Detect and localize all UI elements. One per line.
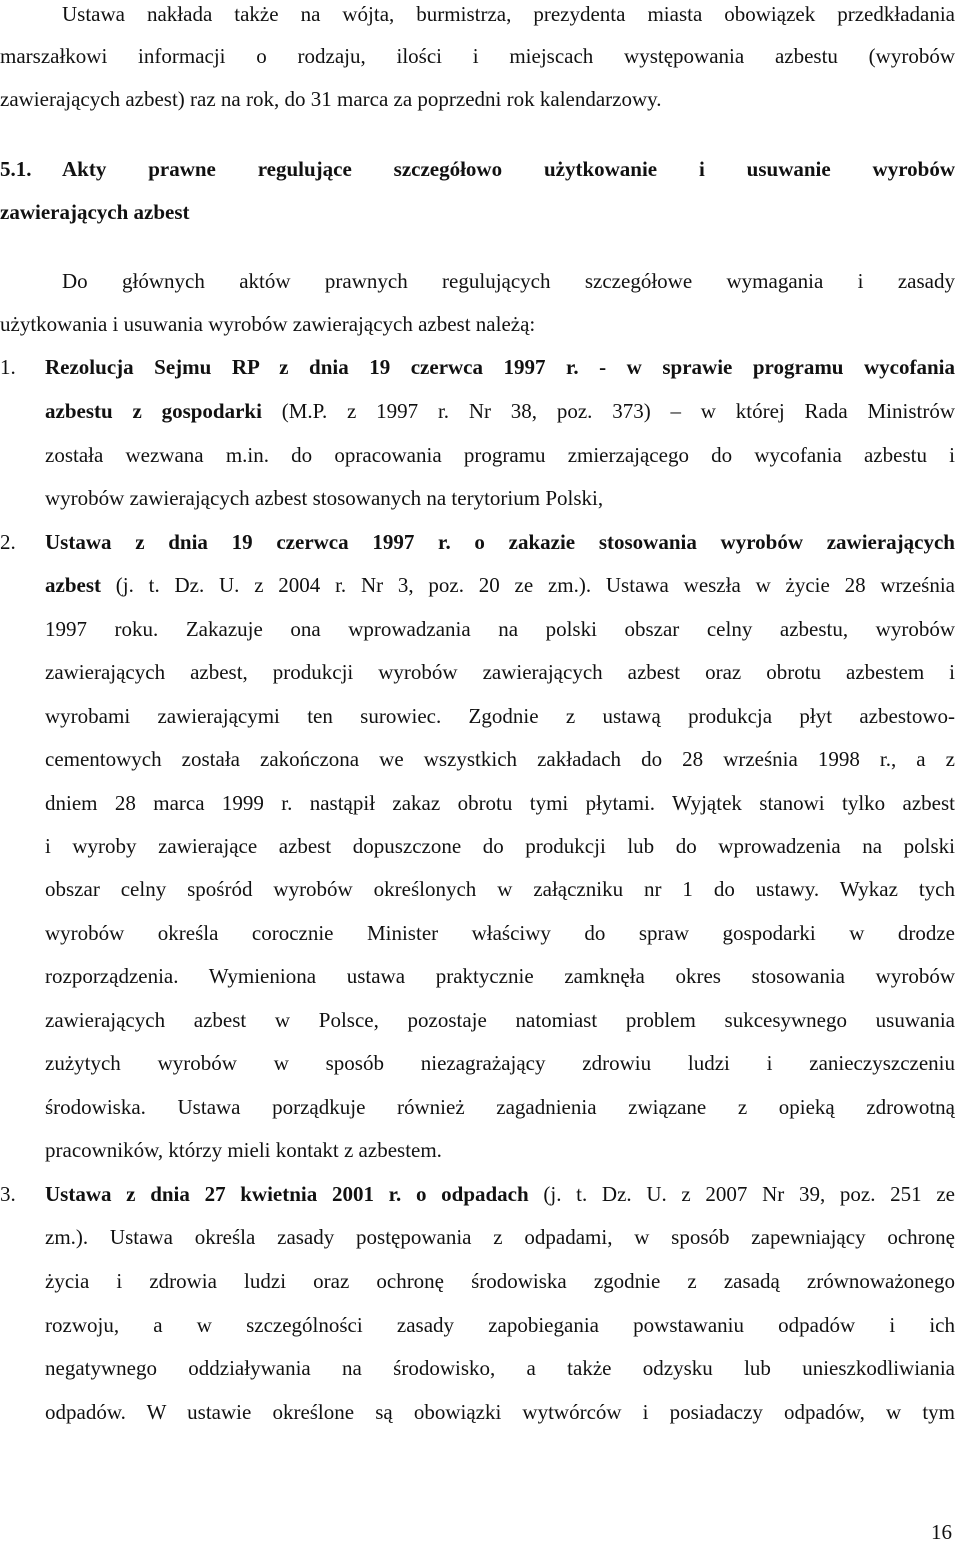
list-item-marker: 2. — [0, 530, 16, 554]
list-item-heading: Ustawa z dnia 19 czerwca 1997 r. o zakazie stosowania wyrobów zawierających — [45, 532, 955, 554]
intro-line: marszałkowi informacji o rodzaju, ilości i miejscach występowania azbestu (wyrobów — [0, 46, 955, 68]
list-item-line: i wyroby zawierające azbest dopuszczone do produkcji lub do wprowadzenia na polski — [45, 836, 955, 858]
list-item-line: zawierających azbest w Polsce, pozostaje natomiast problem sukcesywnego usuwania — [45, 1010, 955, 1032]
list-item-line: pracowników, którzy mieli kontakt z azbestem. — [45, 1138, 442, 1162]
section-title: Akty prawne regulujące szczegółowo użytkowanie i usuwanie wyrobów — [62, 159, 955, 181]
list-item-marker: 3. — [0, 1182, 16, 1206]
list-item-line: zm.). Ustawa określa zasady postępowania z odpadami, w sposób zapewniający ochronę — [45, 1227, 955, 1249]
intro-line: zawierających azbest) raz na rok, do 31 marca za poprzedni rok kalendarzowy. — [0, 87, 662, 111]
list-item-line: dniem 28 marca 1999 r. nastąpił zakaz obrotu tymi płytami. Wyjątek stanowi tylko azbest — [45, 793, 955, 815]
list-item-line: cementowych została zakończona we wszystkich zakładach do 28 września 1998 r., a z — [45, 749, 955, 771]
list-item-line: wyrobów zawierających azbest stosowanych na terytorium Polski, — [45, 486, 604, 510]
list-item-line: azbest (j. t. Dz. U. z 2004 r. Nr 3, poz. 20 ze zm.). Ustawa weszła w życie 28 września — [45, 575, 955, 597]
list-item-line: azbestu z gospodarki (M.P. z 1997 r. Nr 38, poz. 373) – w której Rada Ministrów — [45, 401, 955, 423]
list-item-line: obszar celny spośród wyrobów określonych w załączniku nr 1 do ustawy. Wykaz tych — [45, 879, 955, 901]
list-item-line: wyrobami zawierającymi ten surowiec. Zgodnie z ustawą produkcja płyt azbestowo- — [45, 706, 955, 728]
list-item-line: rozwoju, a w szczególności zasady zapobiegania powstawaniu odpadów i ich — [45, 1315, 955, 1337]
list-item-line: wyrobów określa corocznie Minister właściwy do spraw gospodarki w drodze — [45, 923, 955, 945]
page-number: 16 — [931, 1520, 952, 1544]
list-item-line: została wezwana m.in. do opracowania programu zmierzającego do wycofania azbestu i — [45, 445, 955, 467]
list-item-line: odpadów. W ustawie określone są obowiązki wytwórców i posiadaczy odpadów, w tym — [45, 1402, 955, 1424]
intro-line: Ustawa nakłada także na wójta, burmistrza, prezydenta miasta obowiązek przedkładania — [62, 4, 955, 26]
list-item-line: zużytych wyrobów w sposób niezagrażający zdrowiu ludzi i zanieczyszczeniu — [45, 1053, 955, 1075]
lead-line: użytkowania i usuwania wyrobów zawierających azbest należą: — [0, 312, 536, 336]
list-item-line: zawierających azbest, produkcji wyrobów zawierających azbest oraz obrotu azbestem i — [45, 662, 955, 684]
list-item-line: życia i zdrowia ludzi oraz ochronę środowiska zgodnie z zasadą zrównoważonego — [45, 1271, 955, 1293]
list-item-marker: 1. — [0, 355, 16, 379]
section-number: 5.1. — [0, 157, 32, 181]
list-item-line: 1997 roku. Zakazuje ona wprowadzania na polski obszar celny azbestu, wyrobów — [45, 619, 955, 641]
list-item-line: środowiska. Ustawa porządkuje również zagadnienia związane z opieką zdrowotną — [45, 1097, 955, 1119]
list-item-heading: Rezolucja Sejmu RP z dnia 19 czerwca 1997 r. - w sprawie programu wycofania — [45, 357, 955, 379]
list-item-line: rozporządzenia. Wymieniona ustawa praktycznie zamknęła okres stosowania wyrobów — [45, 966, 955, 988]
lead-line: Do głównych aktów prawnych regulujących szczegółowe wymagania i zasady — [62, 271, 955, 293]
list-item-heading: Ustawa z dnia 27 kwietnia 2001 r. o odpadach (j. t. Dz. U. z 2007 Nr 39, poz. 251 ze — [45, 1184, 955, 1206]
section-title-cont: zawierających azbest — [0, 200, 190, 224]
list-item-line: negatywnego oddziaływania na środowisko, a także odzysku lub unieszkodliwiania — [45, 1358, 955, 1380]
